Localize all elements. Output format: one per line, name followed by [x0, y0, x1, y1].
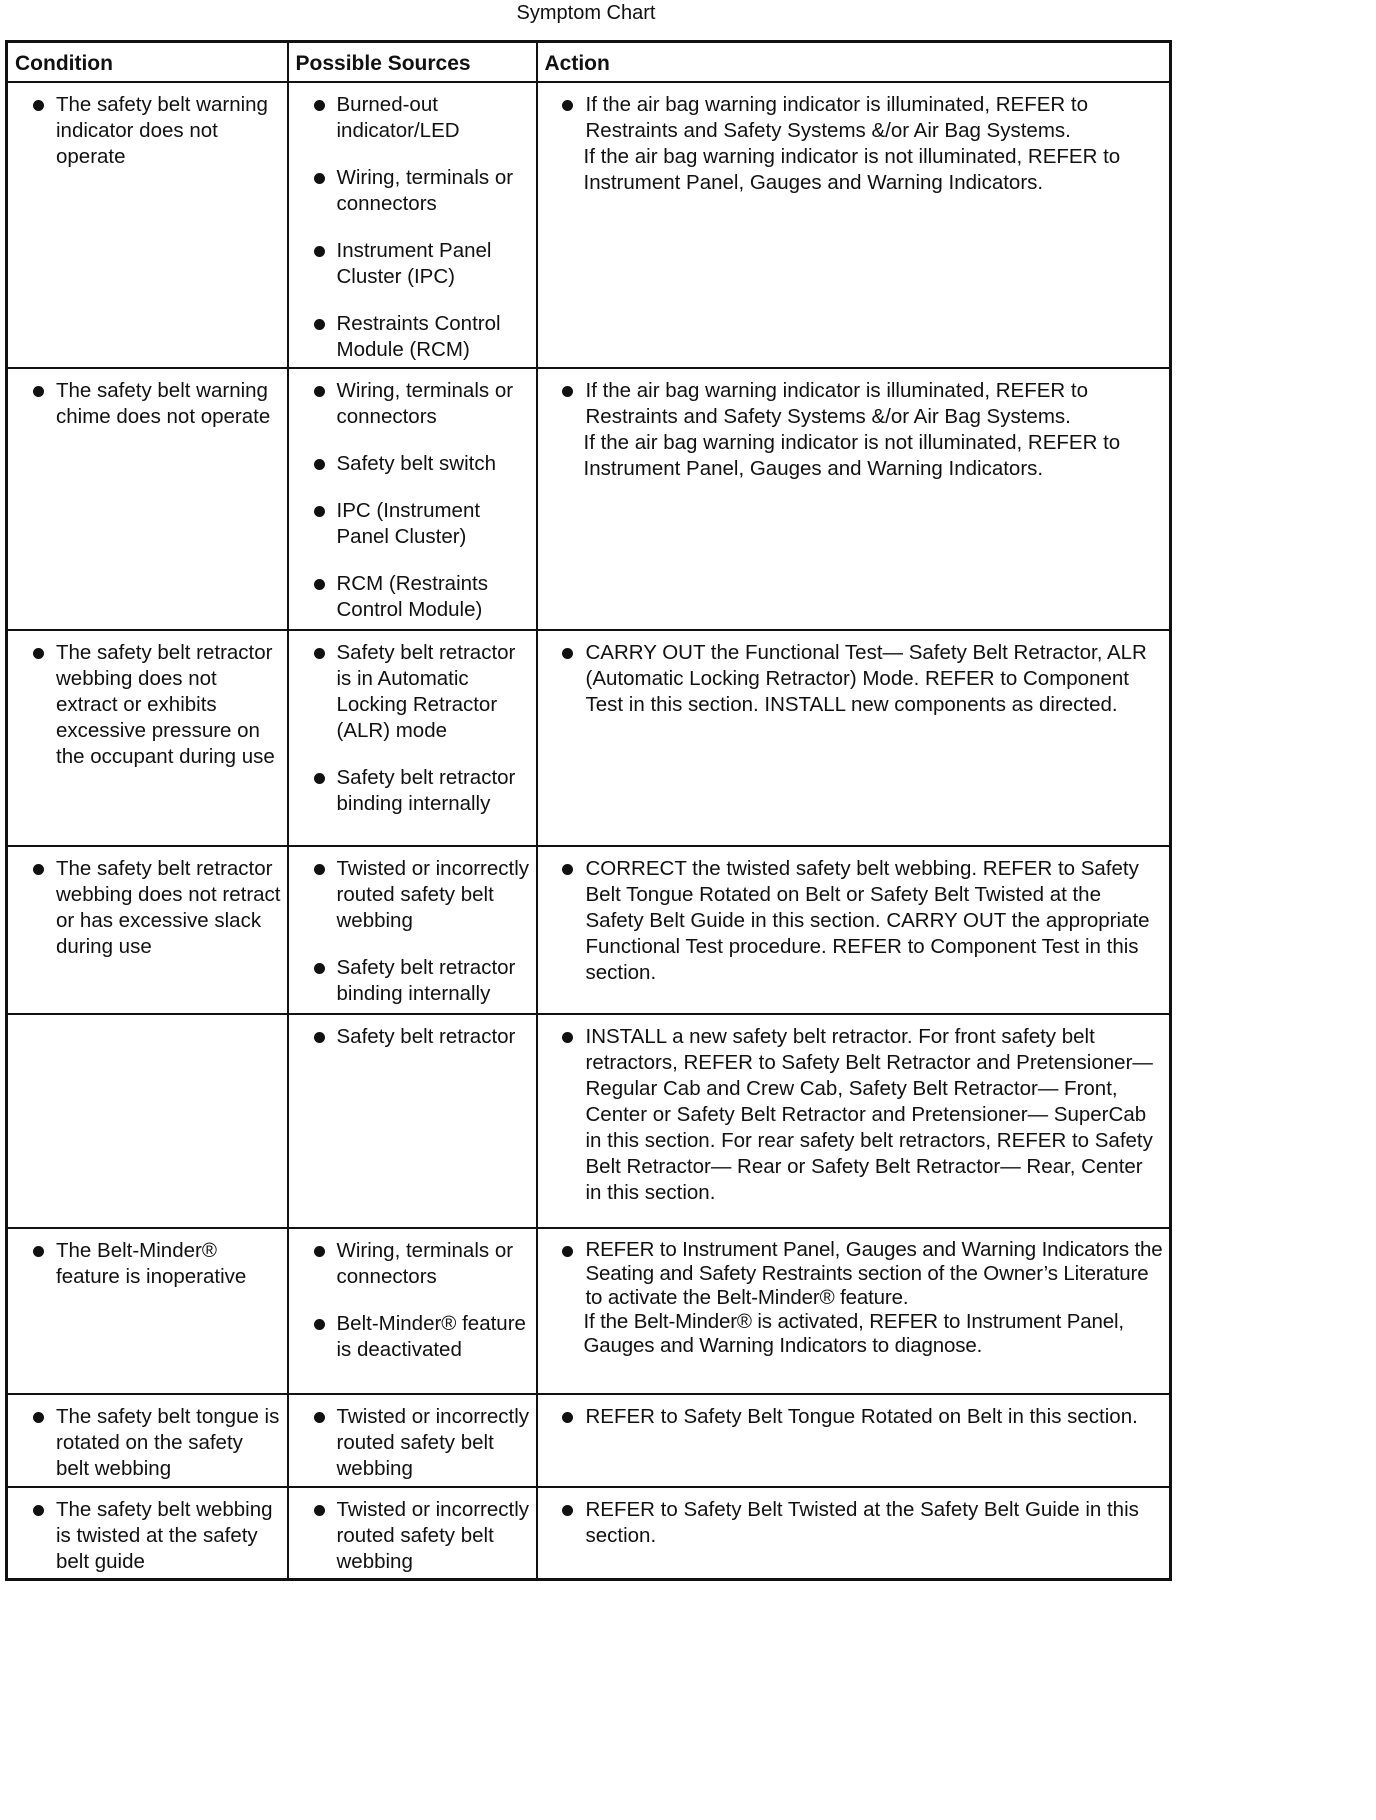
condition-item: The safety belt warning indicator does not operate	[18, 92, 281, 170]
action-text: REFER to Instrument Panel, Gauges and Warning Indicators the Seating and Safety Restraints section of the Owner’s Literature to activate the Belt-Minder® feature.	[585, 1238, 1163, 1309]
condition-cell	[7, 846, 288, 1014]
condition-cell	[7, 1394, 288, 1487]
symptom-chart-table	[5, 40, 1172, 1581]
table-row	[7, 1487, 1171, 1579]
source-item: Safety belt retractor is in Automatic Locking Retractor (ALR) mode	[299, 640, 530, 744]
table-row	[7, 368, 1171, 630]
source-item: Twisted or incorrectly routed safety belt webbing	[299, 856, 530, 934]
action-cell	[537, 1014, 1171, 1228]
action-cell	[537, 630, 1171, 846]
source-item: Restraints Control Module (RCM)	[299, 311, 530, 363]
sources-cell	[288, 1394, 537, 1487]
source-item: Safety belt retractor binding internally	[299, 765, 530, 817]
action-text: If the Belt-Minder® is activated, REFER to Instrument Panel, Gauges and Warning Indicators to diagnose.	[583, 1310, 1124, 1357]
source-item: Twisted or incorrectly routed safety belt webbing	[299, 1497, 530, 1575]
source-item: Burned-out indicator/LED	[299, 92, 530, 144]
action-text: If the air bag warning indicator is not illuminated, REFER to Instrument Panel, Gauges and Warning Indicators.	[583, 145, 1121, 194]
source-item: Safety belt retractor	[299, 1024, 530, 1050]
action-item: CARRY OUT the Functional Test— Safety Belt Retractor, ALR (Automatic Locking Retractor) Mode. REFER to Component Test in this section. INSTALL new components as directed.	[548, 640, 1164, 718]
action-cell	[537, 368, 1171, 630]
action-cell	[537, 82, 1171, 368]
source-item: Wiring, terminals or connectors	[299, 378, 530, 430]
header-row	[7, 42, 1171, 83]
action-item: INSTALL a new safety belt retractor. For front safety belt retractors, REFER to Safety Belt Retractor and Pretensioner— Regular Cab and Crew Cab, Safety Belt Retractor— Front, Center or Safety Belt Retractor and Pretensioner— SuperCab in this section. For rear safety belt retractors, REFER to Safety Belt Retractor— Rear or Safety Belt Retractor— Rear, Center in this section.	[548, 1024, 1164, 1206]
action-item	[548, 378, 1164, 482]
action-item	[548, 92, 1164, 196]
source-item: Safety belt switch	[299, 451, 530, 477]
action-cell	[537, 1487, 1171, 1579]
header-condition: Condition	[7, 42, 288, 83]
action-item: REFER to Safety Belt Tongue Rotated on Belt in this section.	[548, 1404, 1164, 1430]
sources-cell	[288, 846, 537, 1014]
header-possible-sources: Possible Sources	[288, 42, 537, 83]
action-item	[548, 1238, 1164, 1358]
sources-cell	[288, 1014, 537, 1228]
source-item: Safety belt retractor binding internally	[299, 955, 530, 1007]
condition-cell	[7, 1014, 288, 1228]
table-row	[7, 846, 1171, 1014]
condition-item: The safety belt tongue is rotated on the safety belt webbing	[18, 1404, 281, 1482]
sources-cell	[288, 1228, 537, 1394]
table-row	[7, 1014, 1171, 1228]
action-text: If the air bag warning indicator is illuminated, REFER to Restraints and Safety Systems &/or Air Bag Systems.	[585, 93, 1088, 142]
source-item: IPC (Instrument Panel Cluster)	[299, 498, 530, 550]
source-item: Twisted or incorrectly routed safety belt webbing	[299, 1404, 530, 1482]
sources-cell	[288, 368, 537, 630]
table-row	[7, 1394, 1171, 1487]
condition-item: The Belt-Minder® feature is inoperative	[18, 1238, 281, 1290]
sources-cell	[288, 630, 537, 846]
action-text: If the air bag warning indicator is not illuminated, REFER to Instrument Panel, Gauges and Warning Indicators.	[583, 431, 1121, 480]
source-item: Belt-Minder® feature is deactivated	[299, 1311, 530, 1363]
condition-cell	[7, 630, 288, 846]
condition-item: The safety belt warning chime does not operate	[18, 378, 281, 430]
action-item: CORRECT the twisted safety belt webbing. REFER to Safety Belt Tongue Rotated on Belt or Safety Belt Twisted at the Safety Belt Guide in this section. CARRY OUT the appropriate Functional Test procedure. REFER to Component Test in this section.	[548, 856, 1164, 986]
condition-cell	[7, 368, 288, 630]
source-item: Wiring, terminals or connectors	[299, 165, 530, 217]
condition-item: The safety belt retractor webbing does not extract or exhibits excessive pressure on the occupant during use	[18, 640, 281, 770]
action-cell	[537, 1228, 1171, 1394]
condition-cell	[7, 1487, 288, 1579]
source-item: Instrument Panel Cluster (IPC)	[299, 238, 530, 290]
condition-item: The safety belt webbing is twisted at the safety belt guide	[18, 1497, 281, 1575]
page-title: Symptom Chart	[516, 2, 656, 24]
action-text: If the air bag warning indicator is illuminated, REFER to Restraints and Safety Systems &/or Air Bag Systems.	[585, 379, 1088, 428]
action-cell	[537, 846, 1171, 1014]
sources-cell	[288, 1487, 537, 1579]
table-row	[7, 630, 1171, 846]
action-cell	[537, 1394, 1171, 1487]
table-row	[7, 82, 1171, 368]
header-action: Action	[537, 42, 1171, 83]
condition-cell	[7, 1228, 288, 1394]
action-item: REFER to Safety Belt Twisted at the Safety Belt Guide in this section.	[548, 1497, 1164, 1549]
sources-cell	[288, 82, 537, 368]
source-item: RCM (Restraints Control Module)	[299, 571, 530, 623]
table-row	[7, 1228, 1171, 1394]
source-item: Wiring, terminals or connectors	[299, 1238, 530, 1290]
condition-cell	[7, 82, 288, 368]
condition-item: The safety belt retractor webbing does not retract or has excessive slack during use	[18, 856, 281, 960]
